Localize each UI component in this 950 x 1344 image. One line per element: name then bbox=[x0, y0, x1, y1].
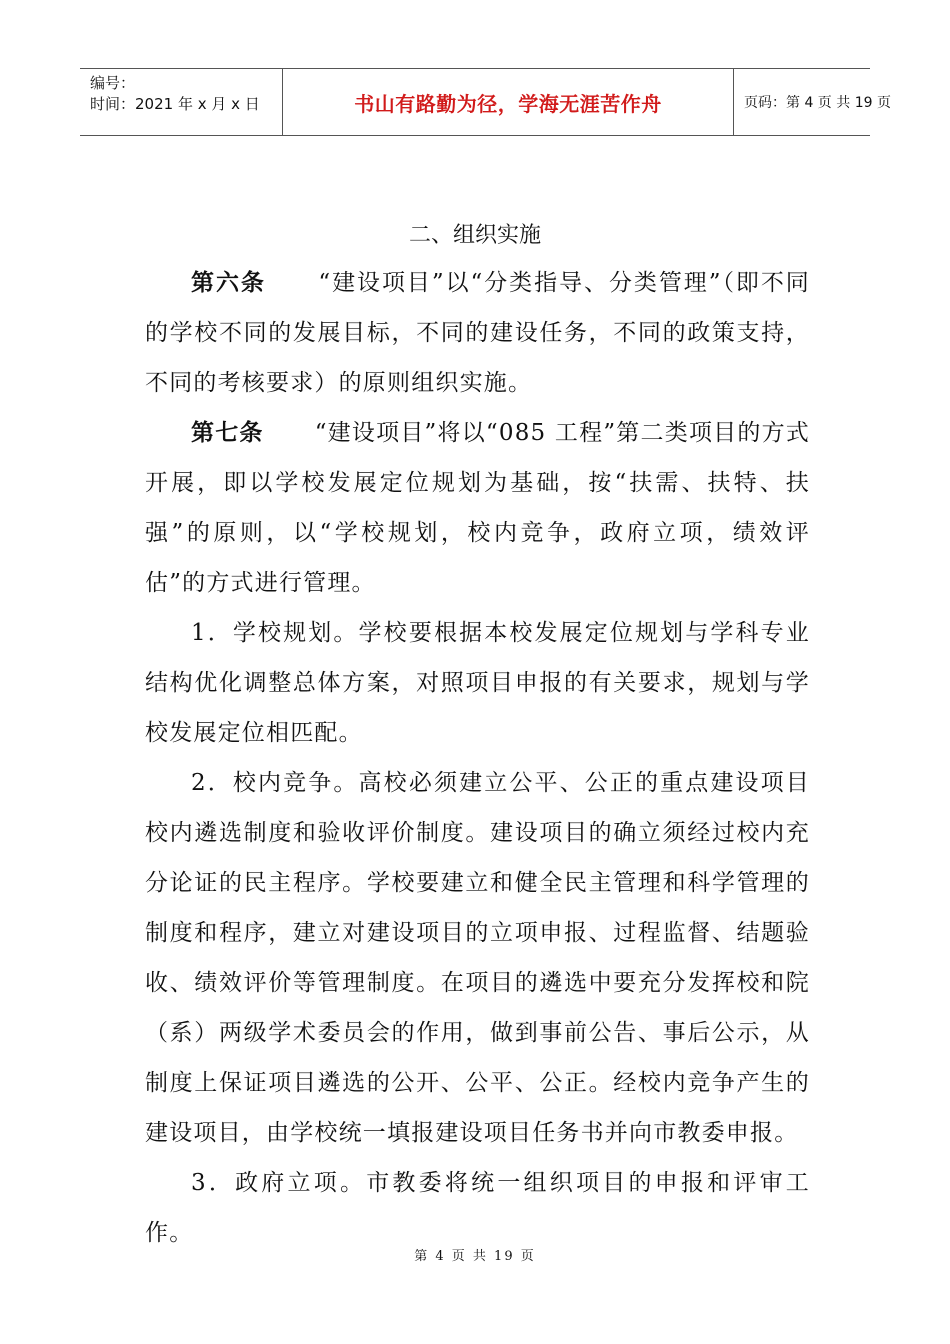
item-school-planning: 1．学校规划。学校要根据本校发展定位规划与学科专业结构优化调整总体方案，对照项目申报的有关要求，规划与学校发展定位相匹配。 bbox=[145, 620, 810, 746]
article-six bbox=[145, 258, 810, 408]
header-page-info: 页码：第 4 页 共 19 页 bbox=[744, 95, 891, 111]
article-seven-lead: 第七条 bbox=[191, 420, 264, 446]
number-label: 编号： bbox=[90, 74, 136, 92]
page-footer: 第 4 页 共 19 页 bbox=[414, 1249, 536, 1264]
item-internal-competition: 2．校内竞争。高校必须建立公平、公正的重点建设项目校内遴选制度和验收评价制度。建设项目的确立须经过校内充分论证的民主程序。学校要建立和健全民主管理和科学管理的制度和程序，建立对建设项目的立项申报、过程监督、结题验收、绩效评价等管理制度。在项目的遴选中要充分发挥校和院（系）两级学术委员会的作用，做到事前公告、事后公示，从制度上保证项目遴选的公开、公平、公正。经校内竞争产生的建设项目，由学校统一填报建设项目任务书并向市教委申报。 bbox=[145, 770, 810, 1146]
article-seven-text: “建设项目”将以“085 工程”第二类项目的方式开展，即以学校发展定位规划为基础，按“扶需、扶特、扶强”的原则，以“学校规划，校内竞争，政府立项，绩效评估”的方式进行管理。 bbox=[145, 420, 810, 596]
time-label: 时间：2021 年 x 月 x 日 bbox=[90, 95, 260, 113]
header-motto: 书山有路勤为径，学海无涯苦作舟 bbox=[282, 69, 734, 135]
header-meta bbox=[80, 69, 282, 135]
section-title: 二、组织实施 bbox=[408, 223, 541, 248]
article-seven bbox=[145, 408, 810, 608]
article-six-lead: 第六条 bbox=[191, 270, 266, 296]
page-header bbox=[80, 68, 891, 136]
item-government-approval: 3．政府立项。市教委将统一组织项目的申报和评审工作。 bbox=[145, 1170, 810, 1246]
article-six-text: “建设项目”以“分类指导、分类管理”（即不同的学校不同的发展目标，不同的建设任务，不同的政策支持，不同的考核要求）的原则组织实施。 bbox=[145, 270, 810, 396]
